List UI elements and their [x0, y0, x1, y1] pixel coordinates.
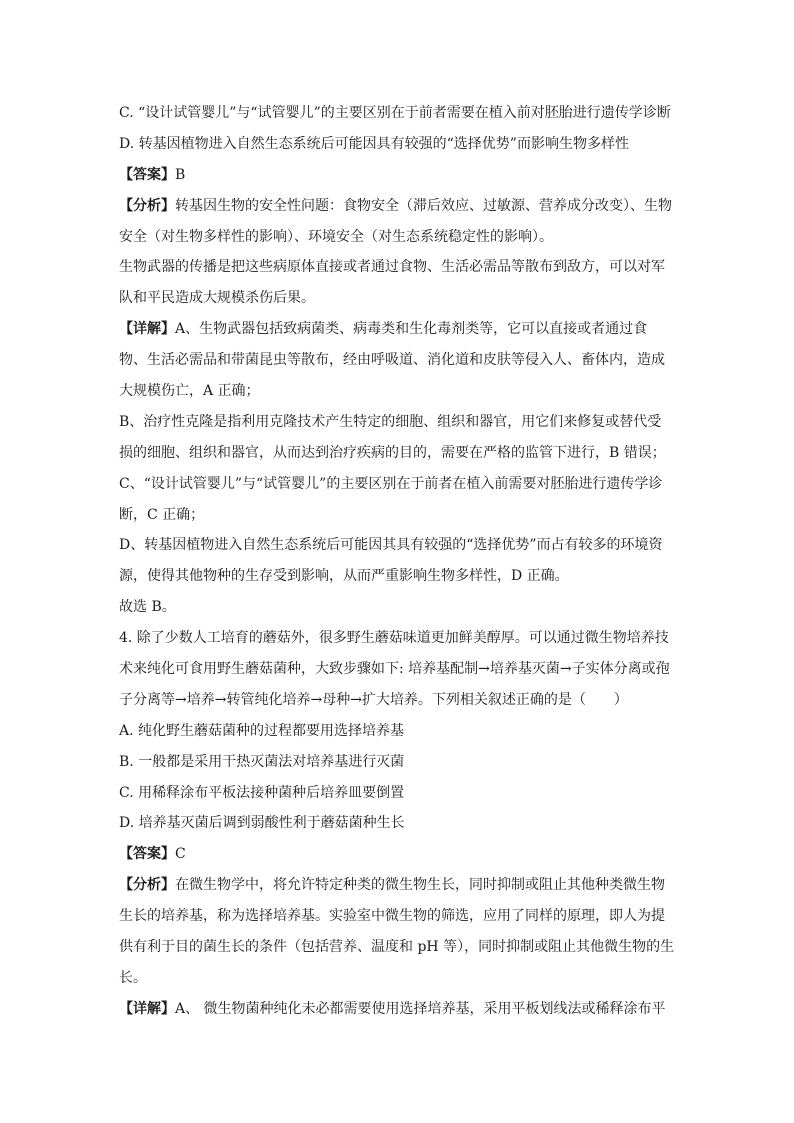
text-line: [119, 379, 679, 410]
text-line: [119, 410, 679, 441]
line-text: 生长的培养基，称为选择培养基。实验室中微生物的筛选，应用了同样的原理，即人为提: [119, 908, 665, 925]
text-line: [119, 472, 679, 503]
text-line: [119, 286, 679, 317]
section-tag: 【分析】: [119, 197, 175, 214]
line-text: 安全（对生物多样性的影响）、环境安全（对生态系统稳定性的影响）。: [119, 228, 553, 245]
text-line: [119, 255, 679, 286]
text-line: [119, 626, 679, 657]
line-text: 术来纯化可食用野生蘑菇菌种，大致步骤如下: 培养基配制→培养基灭菌→子实体分离或孢: [119, 661, 670, 678]
line-text: B: [175, 166, 186, 183]
line-text: 长。: [119, 969, 147, 986]
line-text: C、“设计试管婴儿”与“试管婴儿”的主要区别在于前者在植入前需要对胚胎进行遗传学诊: [119, 475, 663, 492]
line-text: 损的细胞、组织和器官，从而达到治疗疾病的目的，需要在严格的监管下进行，B 错误；: [119, 444, 666, 461]
text-line: [119, 163, 679, 194]
line-text: B、治疗性克隆是指利用克隆技术产生特定的细胞、组织和器官，用它们来修复或替代受: [119, 413, 662, 430]
line-text: 在微生物学中，将允许特定种类的微生物生长，同时抑制或阻止其他种类微生物: [175, 877, 665, 894]
text-line: [119, 750, 679, 781]
line-text: A、 微生物菌种纯化未必都需要使用选择培养基，采用平板划线法或稀释涂布平: [175, 1000, 666, 1017]
line-text: 供有利于目的菌生长的条件（包括营养、温度和 pH 等），同时抑制或阻止其他微生物的生: [119, 939, 675, 956]
text-line: [119, 225, 679, 256]
section-tag: 【答案】: [119, 166, 175, 183]
section-tag: 【分析】: [119, 877, 175, 894]
line-text: D. 转基因植物进入自然生态系统后可能因具有较强的“选择优势”而影响生物多样性: [119, 135, 629, 152]
section-tag: 【详解】: [119, 1000, 175, 1017]
section-tag: 【详解】: [119, 321, 175, 338]
text-line: [119, 348, 679, 379]
text-line: [119, 657, 679, 688]
text-line: [119, 564, 679, 595]
section-tag: 【答案】: [119, 846, 175, 863]
line-text: 故选 B。: [119, 599, 176, 616]
text-line: [119, 533, 679, 564]
line-text: 子分离等→培养→转管纯化培养→母种→扩大培养。下列相关叙述正确的是（ ）: [119, 691, 628, 708]
text-line: [119, 503, 679, 534]
line-text: 物、生活必需品和带菌昆虫等散布，经由呼吸道、消化道和皮肤等侵入人、畜体内，造成: [119, 352, 665, 369]
line-text: D. 培养基灭菌后调到弱酸性利于蘑菇菌种生长: [119, 815, 405, 832]
line-text: C. 用稀释涂布平板法接种菌种后培养皿要倒置: [119, 784, 405, 801]
text-line: [119, 935, 679, 966]
text-line: [119, 997, 679, 1028]
line-text: 大规模伤亡，A 正确；: [119, 383, 260, 400]
text-line: [119, 966, 679, 997]
line-text: A. 纯化野生蘑菇菌种的过程都要用选择培养基: [119, 722, 405, 739]
line-text: 4. 除了少数人工培育的蘑菇外，很多野生蘑菇味道更加鲜美醇厚。可以通过微生物培养技: [119, 630, 669, 647]
text-line: [119, 811, 679, 842]
text-line: [119, 688, 679, 719]
text-line: [119, 441, 679, 472]
line-text: C. “设计试管婴儿”与“试管婴儿”的主要区别在于前者需要在植入前对胚胎进行遗传学诊断: [119, 105, 671, 121]
text-line: [119, 904, 679, 935]
text-line: [119, 101, 679, 132]
text-line: [119, 842, 679, 873]
line-text: A、生物武器包括致病菌类、病毒类和生化毒剂类等，它可以直接或者通过食: [175, 321, 648, 338]
line-text: B. 一般都是采用干热灭菌法对培养基进行灭菌: [119, 753, 405, 770]
line-text: D、转基因植物进入自然生态系统后可能因其具有较强的“选择优势”而占有较多的环境资: [119, 537, 663, 554]
text-line: [119, 873, 679, 904]
text-line: [119, 781, 679, 812]
line-text: C: [175, 846, 186, 863]
text-line: [119, 317, 679, 348]
text-line: [119, 719, 679, 750]
text-line: [119, 595, 679, 626]
line-text: 队和平民造成大规模杀伤后果。: [119, 290, 315, 307]
text-line: [119, 194, 679, 225]
document-body: [119, 101, 679, 1028]
text-line: [119, 132, 679, 163]
line-text: 断，C 正确；: [119, 506, 205, 523]
line-text: 源，使得其他物种的生存受到影响，从而严重影响生物多样性，D 正确。: [119, 568, 569, 585]
line-text: 转基因生物的安全性问题：食物安全（滞后效应、过敏源、营养成分改变）、生物: [175, 197, 672, 214]
line-text: 生物武器的传播是把这些病原体直接或者通过食物、生活必需品等散布到敌方，可以对军: [119, 259, 665, 276]
